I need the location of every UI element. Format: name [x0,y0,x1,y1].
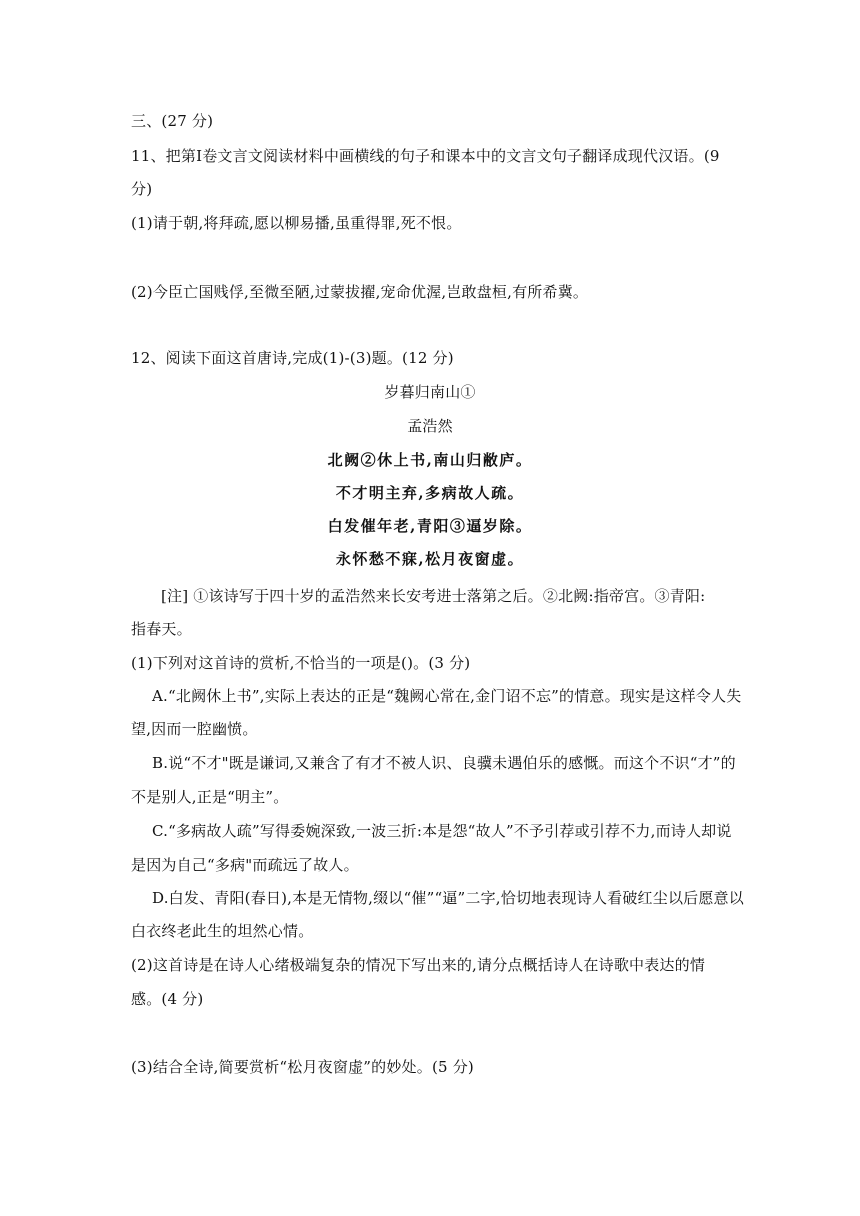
poem-author: 孟浩然 [407,417,453,435]
option-b-line1: B.说“不才"既是谦词,又兼含了有才不被人识、良骥未遇伯乐的感慨。而这个不识“才”的 [152,754,736,772]
sub1-question: (1)下列对这首诗的赏析,不恰当的一项是()。(3 分) [131,654,471,672]
option-a-line2: 望,因而一腔幽愤。 [131,720,258,738]
note-line1: [注] ①该诗写于四十岁的孟浩然来长安考进士落第之后。②北阙:指帝宫。③青阳: [161,587,706,605]
sub2-line1: (2)这首诗是在诗人心绪极端复杂的情况下写出来的,请分点概括诗人在诗歌中表达的情 [131,956,706,974]
option-d-line1: D.白发、青阳(春日),本是无情物,缀以“催”“逼”二字,恰切地表现诗人看破红尘以后愿意以 [152,889,744,907]
sub3-question: (3)结合全诗,简要赏析“松月夜窗虚”的妙处。(5 分) [131,1058,474,1076]
option-c-line1: C.“多病故人疏”写得委婉深致,一波三折:本是怨“故人”不予引荐或引荐不力,而诗人却说 [152,822,732,840]
q11-item1: (1)请于朝,将拜疏,愿以柳易播,虽重得罪,死不恨。 [131,214,462,232]
option-d-line2: 白衣终老此生的坦然心情。 [131,922,314,940]
poem-line-4: 永怀愁不寐,松月夜窗虚。 [335,550,525,568]
option-b-line2: 不是别人,正是“明主”。 [131,788,289,806]
poem-line-1: 北阙②休上书,南山归敝庐。 [327,451,533,469]
note-line2: 指春天。 [131,620,192,638]
section-header: 三、(27 分) [131,112,214,130]
poem-line-3: 白发催年老,青阳③逼岁除。 [327,517,533,535]
q11-line2: 分) [131,180,153,198]
q11-item2: (2)今臣亡国贱俘,至微至陋,过蒙拔擢,宠命优渥,岂敢盘桓,有所希冀。 [131,283,589,301]
q12-intro: 12、阅读下面这首唐诗,完成(1)-(3)题。(12 分) [131,349,454,367]
option-a-line1: A.“北阙休上书”,实际上表达的正是“魏阙心常在,金门诏不忘”的情意。现实是这样令人失 [152,687,742,705]
q11-line1: 11、把第Ⅰ卷文言文阅读材料中画横线的句子和课本中的文言文句子翻译成现代汉语。(9 [131,147,720,165]
poem-line-2: 不才明主弃,多病故人疏。 [335,484,525,502]
sub2-line2: 感。(4 分) [131,990,204,1008]
option-c-line2: 是因为自己“多病"而疏远了故人。 [131,856,359,874]
poem-title: 岁暮归南山① [384,383,476,401]
